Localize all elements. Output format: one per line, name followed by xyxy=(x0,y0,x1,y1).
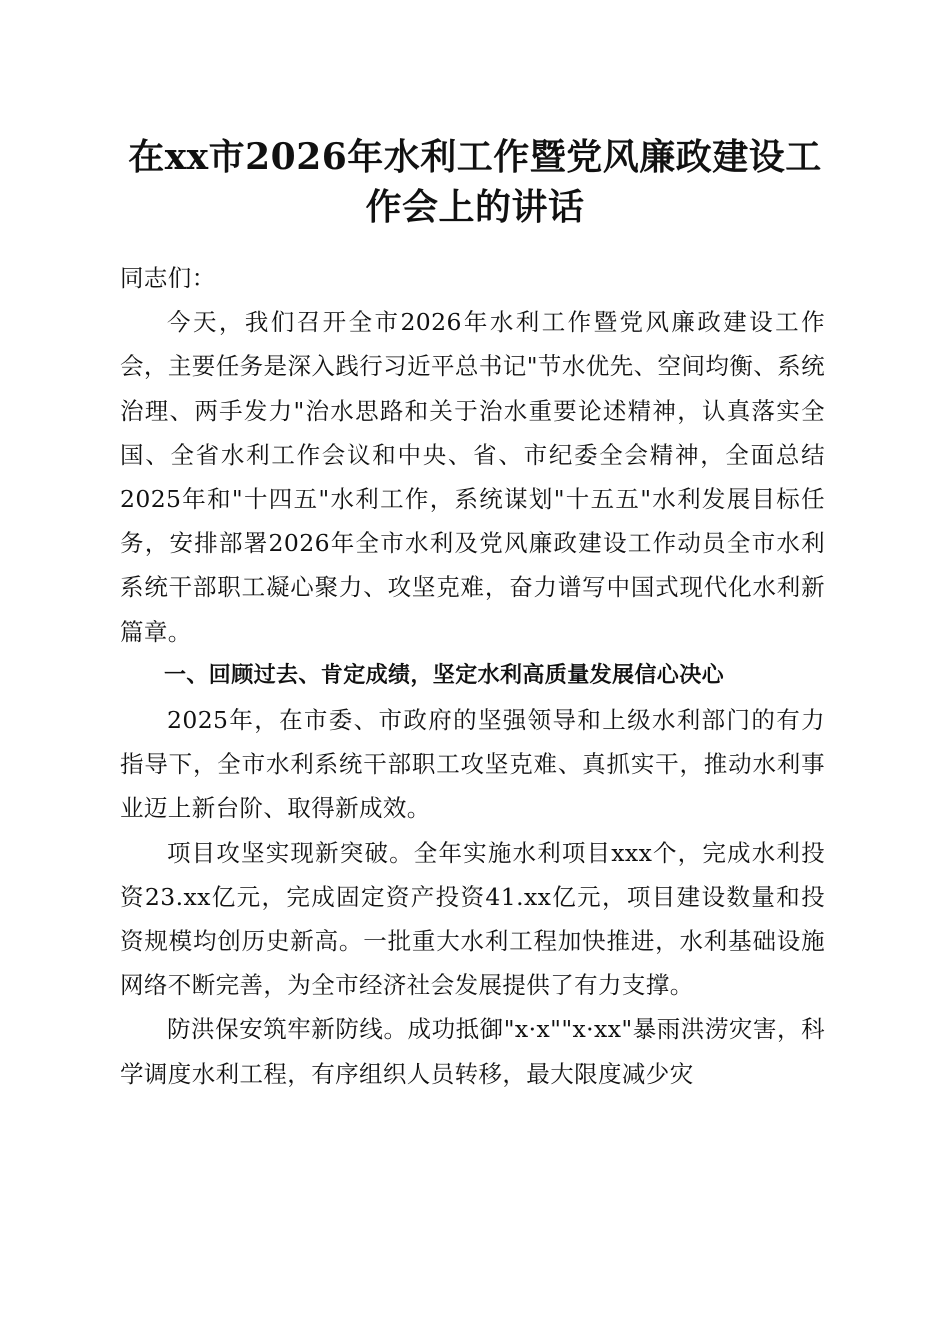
intro-paragraph: 今天，我们召开全市2026年水利工作暨党风廉政建设工作会，主要任务是深入践行习近平总书记"节水优先、空间均衡、系统治理、两手发力"治水思路和关于治水重要论述精神，认真落实全国、全省水利工作会议和中央、省、市纪委全会精神，全面总结2025年和"十四五"水利工作，系统谋划"十五五"水利发展目标任务，安排部署2026年全市水利及党风廉政建设工作动员全市水利系统干部职工凝心聚力、攻坚克难，奋力谱写中国式现代化水利新篇章。 xyxy=(120,308,825,646)
body-paragraph: 防洪保安筑牢新防线。成功抵御"x·x""x·xx"暴雨洪涝灾害，科学调度水利工程，有序组织人员转移，最大限度减少灾 xyxy=(120,1015,825,1088)
salutation: 同志们： xyxy=(120,264,216,292)
section-heading: 一、回顾过去、肯定成绩，坚定水利高质量发展信心决心 xyxy=(164,662,725,688)
document-title: 在xx市2026年水利工作暨党风廉政建设工作会上的讲话 xyxy=(128,136,822,228)
document-body xyxy=(120,256,825,1096)
body-paragraph: 2025年，在市委、市政府的坚强领导和上级水利部门的有力指导下，全市水利系统干部职工攻坚克难、真抓实干，推动水利事业迈上新台阶、取得新成效。 xyxy=(120,706,825,823)
body-paragraph: 项目攻坚实现新突破。全年实施水利项目xxx个，完成水利投资23.xx亿元，完成固定资产投资41.xx亿元，项目建设数量和投资规模均创历史新高。一批重大水利工程加快推进，水利基础设施网络不断完善，为全市经济社会发展提供了有力支撑。 xyxy=(120,838,825,1000)
